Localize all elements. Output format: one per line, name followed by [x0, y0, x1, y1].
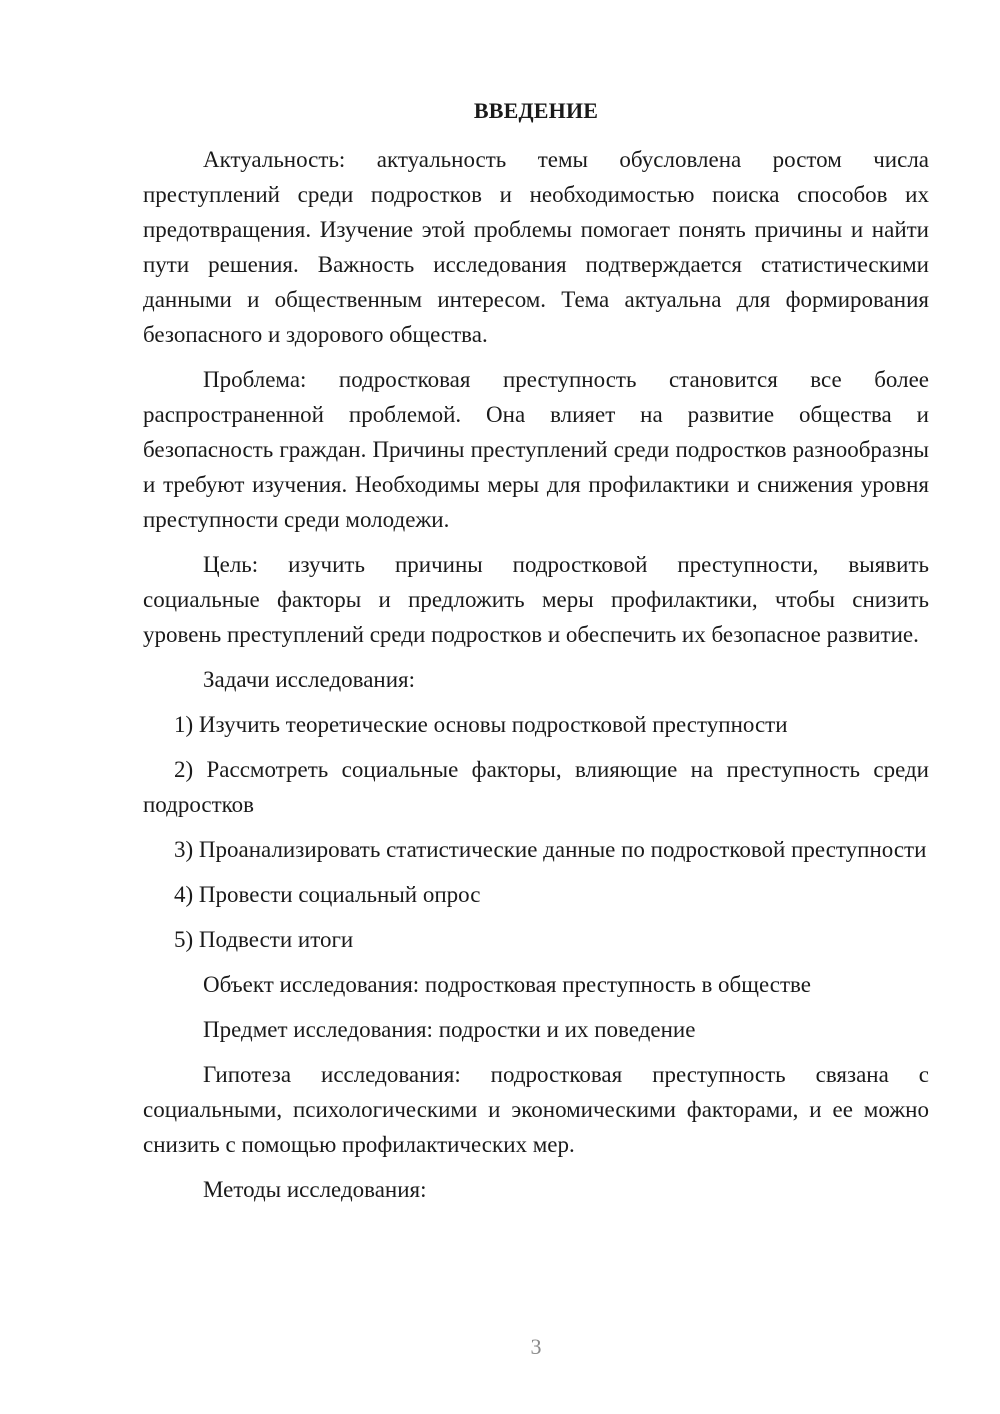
research-object: Объект исследования: подростковая преступность в обществе	[203, 972, 811, 997]
task-item-3: 3) Проанализировать статистические данные по подростковой преступности	[174, 837, 927, 862]
task-item-2: 2) Рассмотреть социальные факторы, влияющие на преступность среди подростков	[143, 757, 929, 817]
page-title: ВВЕДЕНИЕ	[473, 98, 599, 123]
goal-paragraph: Цель: изучить причины подростковой преступности, выявить социальные факторы и предложить меры профилактики, чтобы снизить уровень преступлений среди подростков и обеспечить их безопасное развитие.	[143, 552, 929, 647]
research-hypothesis: Гипотеза исследования: подростковая преступность связана с социальными, психологическими и экономическими факторами, и ее можно снизить с помощью профилактических мер.	[143, 1062, 929, 1157]
methods-intro: Методы исследования:	[203, 1177, 427, 1202]
task-item-5: 5) Подвести итоги	[174, 927, 354, 952]
document-body	[143, 142, 929, 1217]
relevance-paragraph: Актуальность: актуальность темы обусловлена ростом числа преступлений среди подростков и необходимостью поиска способов их предотвращения. Изучение этой проблемы помогает понять причины и найти пути решения. Важность исследования подтверждается статистическими данными и общественным интересом. Тема актуальна для формирования безопасного и здорового общества.	[143, 147, 929, 347]
research-subject: Предмет исследования: подростки и их поведение	[203, 1017, 696, 1042]
tasks-intro: Задачи исследования:	[203, 667, 416, 692]
page-number: 3	[530, 1334, 542, 1359]
task-item-1: 1) Изучить теоретические основы подростковой преступности	[174, 712, 788, 737]
task-item-4: 4) Провести социальный опрос	[174, 882, 481, 907]
problem-paragraph: Проблема: подростковая преступность становится все более распространенной проблемой. Она влияет на развитие общества и безопасность граждан. Причины преступлений среди подростков разнообразны и требуют изучения. Необходимы меры для профилактики и снижения уровня преступности среди молодежи.	[143, 367, 929, 532]
